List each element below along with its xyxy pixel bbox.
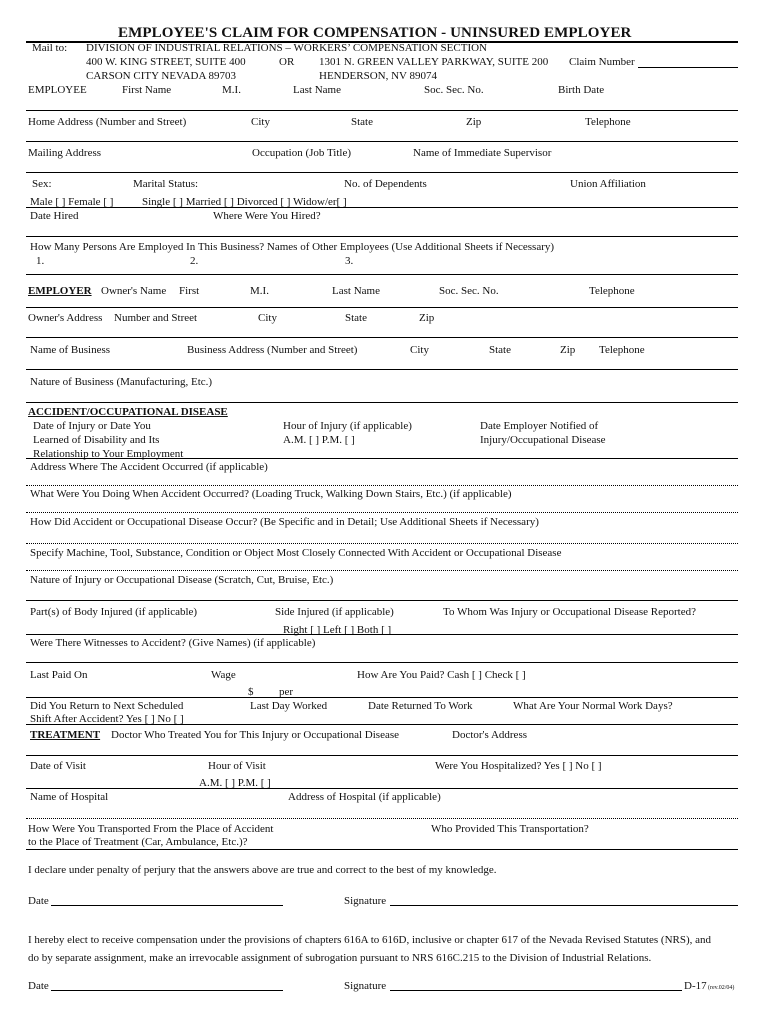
last-paid-label: Last Paid On — [30, 669, 88, 681]
wage-label: Wage — [211, 669, 236, 681]
owner-address-label: Owner's Address — [28, 312, 103, 324]
date-of-injury-label: Date of Injury or Date You — [33, 420, 151, 432]
marital-status-label: Marital Status: — [133, 178, 199, 190]
owner-city-label: City — [258, 312, 277, 324]
persons-employed-label: How Many Persons Are Employed In This Business? Names of Other Employees (Use Additional Sheets if Necessary) — [30, 241, 555, 253]
witnesses-field[interactable] — [26, 662, 738, 663]
other-employee-2: 2. — [190, 255, 199, 267]
hospital-address-label: Address of Hospital (if applicable) — [288, 791, 441, 803]
election-statement: I hereby elect to receive compensation under the provisions of chapters 616A to 616D, inclusive or chapter 617 of the Nevada Revised Statutes (NRS), and — [28, 934, 712, 946]
claim-number-label: Claim Number — [569, 56, 635, 68]
form-revision: (rev.02/04) — [708, 985, 735, 991]
mail-label: Mail to: — [32, 42, 68, 54]
signature-label-2: Signature — [344, 980, 387, 992]
nature-of-business-label: Nature of Business (Manufacturing, Etc.) — [30, 376, 213, 388]
machine-label: Specify Machine, Tool, Substance, Condition or Object Most Closely Connected With Accident or Occupational Disease — [30, 547, 562, 559]
transported-label: How Were You Transported From the Place of Accident — [28, 823, 274, 835]
mail-or: OR — [279, 56, 295, 68]
wage-per-label: per — [279, 686, 294, 698]
occupation-label: Occupation (Job Title) — [252, 147, 351, 159]
injury-ampm-options[interactable]: A.M. [ ] P.M. [ ] — [283, 434, 355, 446]
mailing-address-label: Mailing Address — [28, 147, 102, 159]
doctor-address-label: Doctor's Address — [452, 729, 528, 741]
sex-options[interactable]: Male [ ] Female [ ] — [30, 196, 114, 208]
return-shift-options[interactable]: Shift After Accident? Yes [ ] No [ ] — [30, 713, 184, 725]
union-label: Union Affiliation — [570, 178, 646, 190]
employee-name-field[interactable] — [26, 110, 738, 111]
date-label-2: Date — [28, 980, 49, 992]
last-paid-field[interactable] — [26, 697, 738, 698]
treatment-section-label: TREATMENT — [30, 729, 101, 741]
date-field-2[interactable] — [51, 990, 283, 991]
owner-last-name-label: Last Name — [332, 285, 380, 297]
owner-ssn-label: Soc. Sec. No. — [439, 285, 499, 297]
nature-of-injury-label: Nature of Injury or Occupational Disease (Scratch, Cut, Bruise, Etc.) — [30, 574, 334, 586]
home-telephone-label: Telephone — [585, 116, 631, 128]
marital-options[interactable]: Single [ ] Married [ ] Divorced [ ] Widow/er[ ] — [142, 196, 347, 208]
signature-field[interactable] — [390, 905, 738, 906]
employee-first-name-label: First Name — [122, 84, 172, 96]
side-injured-label: Side Injured (if applicable) — [275, 606, 394, 618]
date-of-visit-label: Date of Visit — [30, 760, 86, 772]
how-occurred-label: How Did Accident or Occupational Disease Occur? (Be Specific and in Detail; Use Additional Sheets if Necessary) — [30, 516, 539, 528]
mail-city-carson: CARSON CITY NEVADA 89703 — [86, 70, 237, 82]
last-day-worked-label: Last Day Worked — [250, 700, 328, 712]
owner-state-label: State — [345, 312, 367, 324]
business-name-field[interactable] — [26, 369, 738, 370]
how-paid-options[interactable]: How Are You Paid? Cash [ ] Check [ ] — [357, 669, 526, 681]
nature-of-injury-field[interactable] — [26, 600, 738, 601]
form-title: EMPLOYEE'S CLAIM FOR COMPENSATION - UNINSURED EMPLOYER — [118, 25, 632, 41]
signature-field-2[interactable] — [390, 990, 682, 991]
doing-field[interactable] — [26, 512, 738, 513]
how-occurred-field[interactable] — [26, 543, 738, 544]
owner-name-label: Owner's Name — [101, 285, 167, 297]
owner-address-field[interactable] — [26, 337, 738, 338]
doctor-label: Doctor Who Treated You for This Injury or Occupational Disease — [111, 729, 399, 741]
employee-last-name-label: Last Name — [293, 84, 341, 96]
hour-of-injury-label: Hour of Injury (if applicable) — [283, 420, 412, 432]
date-hired-label: Date Hired — [30, 210, 79, 222]
date-hired-field[interactable] — [26, 236, 738, 237]
return-shift-label: Did You Return to Next Scheduled — [30, 700, 184, 712]
home-state-label: State — [351, 116, 373, 128]
witnesses-label: Were There Witnesses to Accident? (Give Names) (if applicable) — [30, 637, 316, 649]
business-city-label: City — [410, 344, 429, 356]
business-name-label: Name of Business — [30, 344, 111, 356]
other-employees-field[interactable] — [26, 274, 738, 275]
accident-address-field[interactable] — [26, 485, 738, 486]
perjury-statement: I declare under penalty of perjury that the answers above are true and correct to the best of my knowledge. — [28, 864, 497, 876]
business-address-label: Business Address (Number and Street) — [187, 344, 358, 356]
owner-street-label: Number and Street — [114, 312, 198, 324]
accident-address-label: Address Where The Accident Occurred (if applicable) — [30, 461, 268, 473]
owner-name-field[interactable] — [26, 307, 738, 308]
reported-to-label: To Whom Was Injury or Occupational Disease Reported? — [443, 606, 697, 618]
home-city-label: City — [251, 116, 270, 128]
side-injured-options[interactable]: Right [ ] Left [ ] Both [ ] — [283, 624, 392, 636]
other-employee-3: 3. — [345, 255, 354, 267]
date-field[interactable] — [51, 905, 283, 906]
employee-mi-label: M.I. — [222, 84, 241, 96]
employee-ssn-label: Soc. Sec. No. — [424, 84, 484, 96]
accident-section-label: ACCIDENT/OCCUPATIONAL DISEASE — [28, 406, 228, 418]
learned-disability-label: Learned of Disability and Its — [33, 434, 160, 446]
business-state-label: State — [489, 344, 511, 356]
hospital-field[interactable] — [26, 818, 738, 819]
date-returned-label: Date Returned To Work — [368, 700, 473, 712]
normal-work-days-label: What Are Your Normal Work Days? — [513, 700, 673, 712]
nature-of-business-field[interactable] — [26, 402, 738, 403]
transport-provider-label: Who Provided This Transportation? — [431, 823, 589, 835]
form-number: D-17 — [684, 980, 707, 992]
employee-section-label: EMPLOYEE — [28, 84, 87, 96]
home-zip-label: Zip — [466, 116, 482, 128]
mailing-address-field[interactable] — [26, 172, 738, 173]
mail-division: DIVISION OF INDUSTRIAL RELATIONS – WORKERS’ COMPENSATION SECTION — [86, 42, 487, 54]
visit-ampm-options[interactable]: A.M. [ ] P.M. [ ] — [199, 777, 271, 789]
business-zip-label: Zip — [560, 344, 576, 356]
mail-city-henderson: HENDERSON, NV 89074 — [319, 70, 438, 82]
date-label: Date — [28, 895, 49, 907]
election-statement-2: do by separate assignment, make an irrevocable assignment of subrogation pursuant to NRS 616C.215 to the Division of Industrial Relations. — [28, 952, 652, 964]
hospital-name-label: Name of Hospital — [30, 791, 109, 803]
sex-label: Sex: — [32, 178, 52, 190]
signature-label: Signature — [344, 895, 387, 907]
business-telephone-label: Telephone — [599, 344, 645, 356]
mail-address-henderson: 1301 N. GREEN VALLEY PARKWAY, SUITE 200 — [319, 56, 549, 68]
doctor-field[interactable] — [26, 755, 738, 756]
dependents-label: No. of Dependents — [344, 178, 427, 190]
supervisor-label: Name of Immediate Supervisor — [413, 147, 552, 159]
employer-notified-label-2: Injury/Occupational Disease — [480, 434, 606, 446]
wage-dollar-sign: $ — [248, 686, 254, 698]
where-hired-label: Where Were You Hired? — [213, 210, 321, 222]
relationship-label: Relationship to Your Employment — [33, 448, 184, 460]
mail-address-carson: 400 W. KING STREET, SUITE 400 — [86, 56, 246, 68]
sex-marital-field[interactable] — [26, 207, 738, 208]
body-parts-field[interactable] — [26, 634, 738, 635]
return-field[interactable] — [26, 724, 738, 725]
hour-of-visit-label: Hour of Visit — [208, 760, 266, 772]
owner-zip-label: Zip — [419, 312, 435, 324]
other-employee-1: 1. — [36, 255, 45, 267]
owner-first-label: First — [179, 285, 200, 297]
transported-label-2: to the Place of Treatment (Car, Ambulance, Etc.)? — [28, 836, 248, 848]
claim-number-field[interactable] — [638, 67, 738, 68]
home-address-label: Home Address (Number and Street) — [28, 116, 187, 128]
body-parts-label: Part(s) of Body Injured (if applicable) — [30, 606, 198, 618]
employee-birth-date-label: Birth Date — [558, 84, 605, 96]
home-address-field[interactable] — [26, 141, 738, 142]
injury-date-field[interactable] — [26, 458, 738, 459]
machine-field[interactable] — [26, 570, 738, 571]
doing-label: What Were You Doing When Accident Occurred? (Loading Truck, Walking Down Stairs, Etc.) (if applicable) — [30, 488, 512, 500]
owner-telephone-label: Telephone — [589, 285, 635, 297]
transport-field[interactable] — [26, 849, 738, 850]
employer-section-label: EMPLOYER — [28, 285, 92, 297]
employer-notified-label: Date Employer Notified of — [480, 420, 599, 432]
hospitalized-options[interactable]: Were You Hospitalized? Yes [ ] No [ ] — [435, 760, 602, 772]
visit-field[interactable] — [26, 788, 738, 789]
owner-mi-label: M.I. — [250, 285, 269, 297]
